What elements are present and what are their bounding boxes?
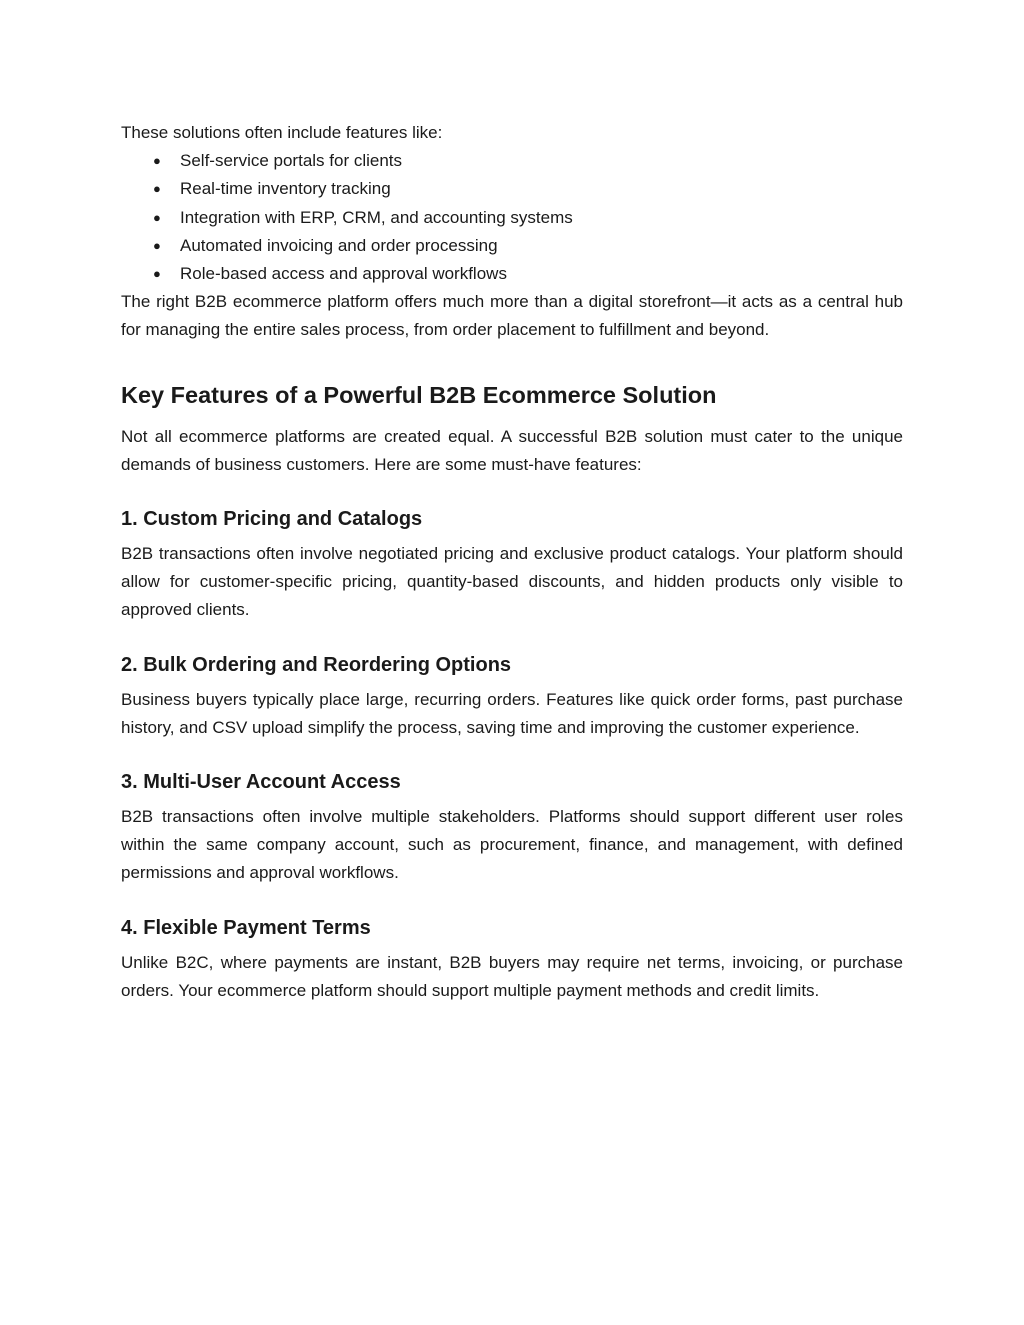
feature-body: B2B transactions often involve negotiated pricing and exclusive product catalogs. Your platform should allow for customer-specific pricing, quantity-based discounts, and hidden products only visible to approved clients.: [121, 544, 903, 620]
summary-paragraph: The right B2B ecommerce platform offers much more than a digital storefront—it acts as a central hub for managing the entire sales process, from order placement to fulfillment and beyond.: [121, 292, 903, 340]
feature-body: Business buyers typically place large, recurring orders. Features like quick order forms, past purchase history, and CSV upload simplify the process, saving time and improving the customer experience.: [121, 689, 903, 737]
bullet-icon: ●: [153, 266, 161, 282]
bullet-icon: ●: [153, 181, 161, 197]
list-item-text: Automated invoicing and order processing: [180, 235, 498, 255]
list-item: [121, 260, 903, 288]
list-item: [121, 147, 903, 175]
feature-payment-terms: [121, 914, 903, 1005]
feature-bulk-ordering: [121, 651, 903, 742]
feature-body: Unlike B2C, where payments are instant, B2B buyers may require net terms, invoicing, or purchase orders. Your ecommerce platform should support multiple payment methods and credit limits.: [121, 952, 903, 1000]
bullet-icon: ●: [153, 237, 161, 253]
feature-heading: 4. Flexible Payment Terms: [121, 916, 371, 939]
feature-custom-pricing: [121, 505, 903, 625]
bullet-icon: ●: [153, 209, 161, 225]
feature-heading: 1. Custom Pricing and Catalogs: [121, 508, 423, 531]
bullet-icon: ●: [153, 153, 161, 169]
features-intro-text: These solutions often include features like:: [121, 123, 443, 142]
section-intro-paragraph: Not all ecommerce platforms are created equal. A successful B2B solution must cater to the unique demands of business customers. Here are some must-have features:: [121, 426, 903, 474]
feature-heading: 3. Multi-User Account Access: [121, 771, 401, 794]
feature-multi-user-access: [121, 768, 903, 888]
list-item-text: Integration with ERP, CRM, and accounting systems: [180, 207, 573, 227]
list-item: [121, 232, 903, 260]
feature-body: B2B transactions often involve multiple stakeholders. Platforms should support different user roles within the same company account, such as procurement, finance, and management, with defined permissions and approval workflows.: [121, 807, 903, 883]
feature-heading: 2. Bulk Ordering and Reordering Options: [121, 653, 512, 676]
list-item-text: Real-time inventory tracking: [180, 179, 391, 199]
list-item: [121, 204, 903, 232]
list-item-text: Self-service portals for clients: [180, 151, 403, 171]
list-item-text: Role-based access and approval workflows: [180, 264, 507, 284]
feature-bullet-list: [121, 147, 903, 288]
list-item: [121, 175, 903, 203]
section-heading: Key Features of a Powerful B2B Ecommerce Solution: [121, 381, 717, 408]
